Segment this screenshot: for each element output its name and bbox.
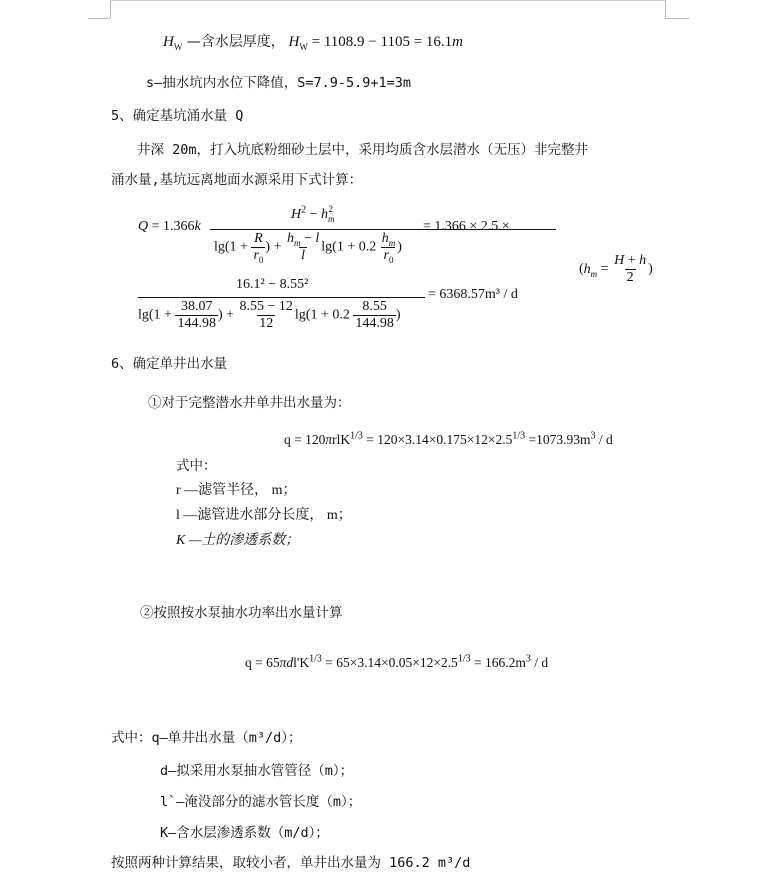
def-K2: K—含水层渗透系数（m/d）； <box>160 825 329 841</box>
q-formula-numerator-1: $H^2 - h_m^2$ <box>291 204 335 224</box>
page-top-edge <box>110 0 665 1</box>
hw-definition: $H_W$ —含水层厚度， $H_W = 1108.9 - 1105 = 16.1m$ <box>163 34 463 52</box>
q-formula-hm-note: ($h_m$ = $\frac{H + h}{2}$ ) <box>579 253 653 285</box>
hw-formula: = 1108.9 − 1105 = 16.1 <box>311 34 453 50</box>
section-5-paragraph-line2: 涌水量,基坑远离地面水源采用下式计算： <box>111 172 363 188</box>
q-formula-result: = 6368.57m³ / d <box>428 287 518 302</box>
section-6-heading: 6、确定单井出水量 <box>111 356 228 372</box>
section-5-paragraph-line1: 井深 20m，打入坑底粉细砂土层中，采用均质含水层潜水（无压）非完整井 <box>137 142 589 158</box>
def-l-prime: l`—淹没部分的滤水管长度（m）； <box>160 794 362 810</box>
q-formula-denominator-2: lg(1 + $\frac{38.07}{144.98}$ ) + $\frac{8.55 - 12}{12}$ lg(1 + 0.2 $\frac{8.55}{144.98}$ ) <box>138 299 401 331</box>
q-formula-lhs: Q = 1.366k <box>138 219 201 234</box>
q1-formula: $q = 120\pi rlK^{1/3} = 120\times 3.14\times 0.175\times 12\times 2.5^{1/3} =1073.93m^3 / d$ <box>284 430 613 447</box>
item-1-heading: ①对于完整潜水井单井出水量为： <box>148 395 351 411</box>
hw-subscript: W <box>173 42 183 52</box>
s-definition: s—抽水坑内水位下降值，S=7.9-5.9+1=3m <box>146 75 412 91</box>
q-formula-numerator-2: 16.1² − 8.55² <box>236 277 309 292</box>
hw-def-text: —含水层厚度， <box>182 34 285 50</box>
q-formula-denominator-1: lg(1 + $\frac{R}{r_0}$ ) + $\frac{h_m - l}{l}$ lg(1 + 0.2 $\frac{h_m}{r_0}$ ) <box>214 231 402 265</box>
def-K: K —土的渗透系数； <box>176 533 300 548</box>
where-label-2: 式中：q—单井出水量（m³/d）； <box>111 730 302 746</box>
crop-mark-right <box>665 0 666 18</box>
item-2-heading: ②按照按水泵抽水功率出水量计算 <box>140 605 343 621</box>
crop-mark-left-h <box>88 18 110 19</box>
where-label-1: 式中： <box>176 458 217 474</box>
q-formula-fraction-bar-2 <box>138 297 425 298</box>
def-d: d—拟采用水泵抽水管管径（m）； <box>160 763 354 779</box>
conclusion: 按照两种计算结果，取较小者，单井出水量为 166.2 m³/d <box>111 855 471 871</box>
crop-mark-right-h <box>665 18 689 19</box>
q-formula-multiplier: = 1.366 × 2.5 × <box>423 219 510 234</box>
q-formula <box>138 205 698 335</box>
crop-mark-left <box>110 0 111 18</box>
hw-unit: m <box>452 34 463 50</box>
section-5-heading: 5、确定基坑涌水量 Q <box>111 108 244 124</box>
def-l: l —滤管进水部分长度， m； <box>176 508 352 523</box>
def-r: r —滤管半径， m； <box>176 483 297 498</box>
q2-formula: $q = 65\pi dl'K^{1/3} = 65\times 3.14\times 0.05\times 12\times 2.5^{1/3} = 166.2m^3 / d$ <box>245 653 549 670</box>
